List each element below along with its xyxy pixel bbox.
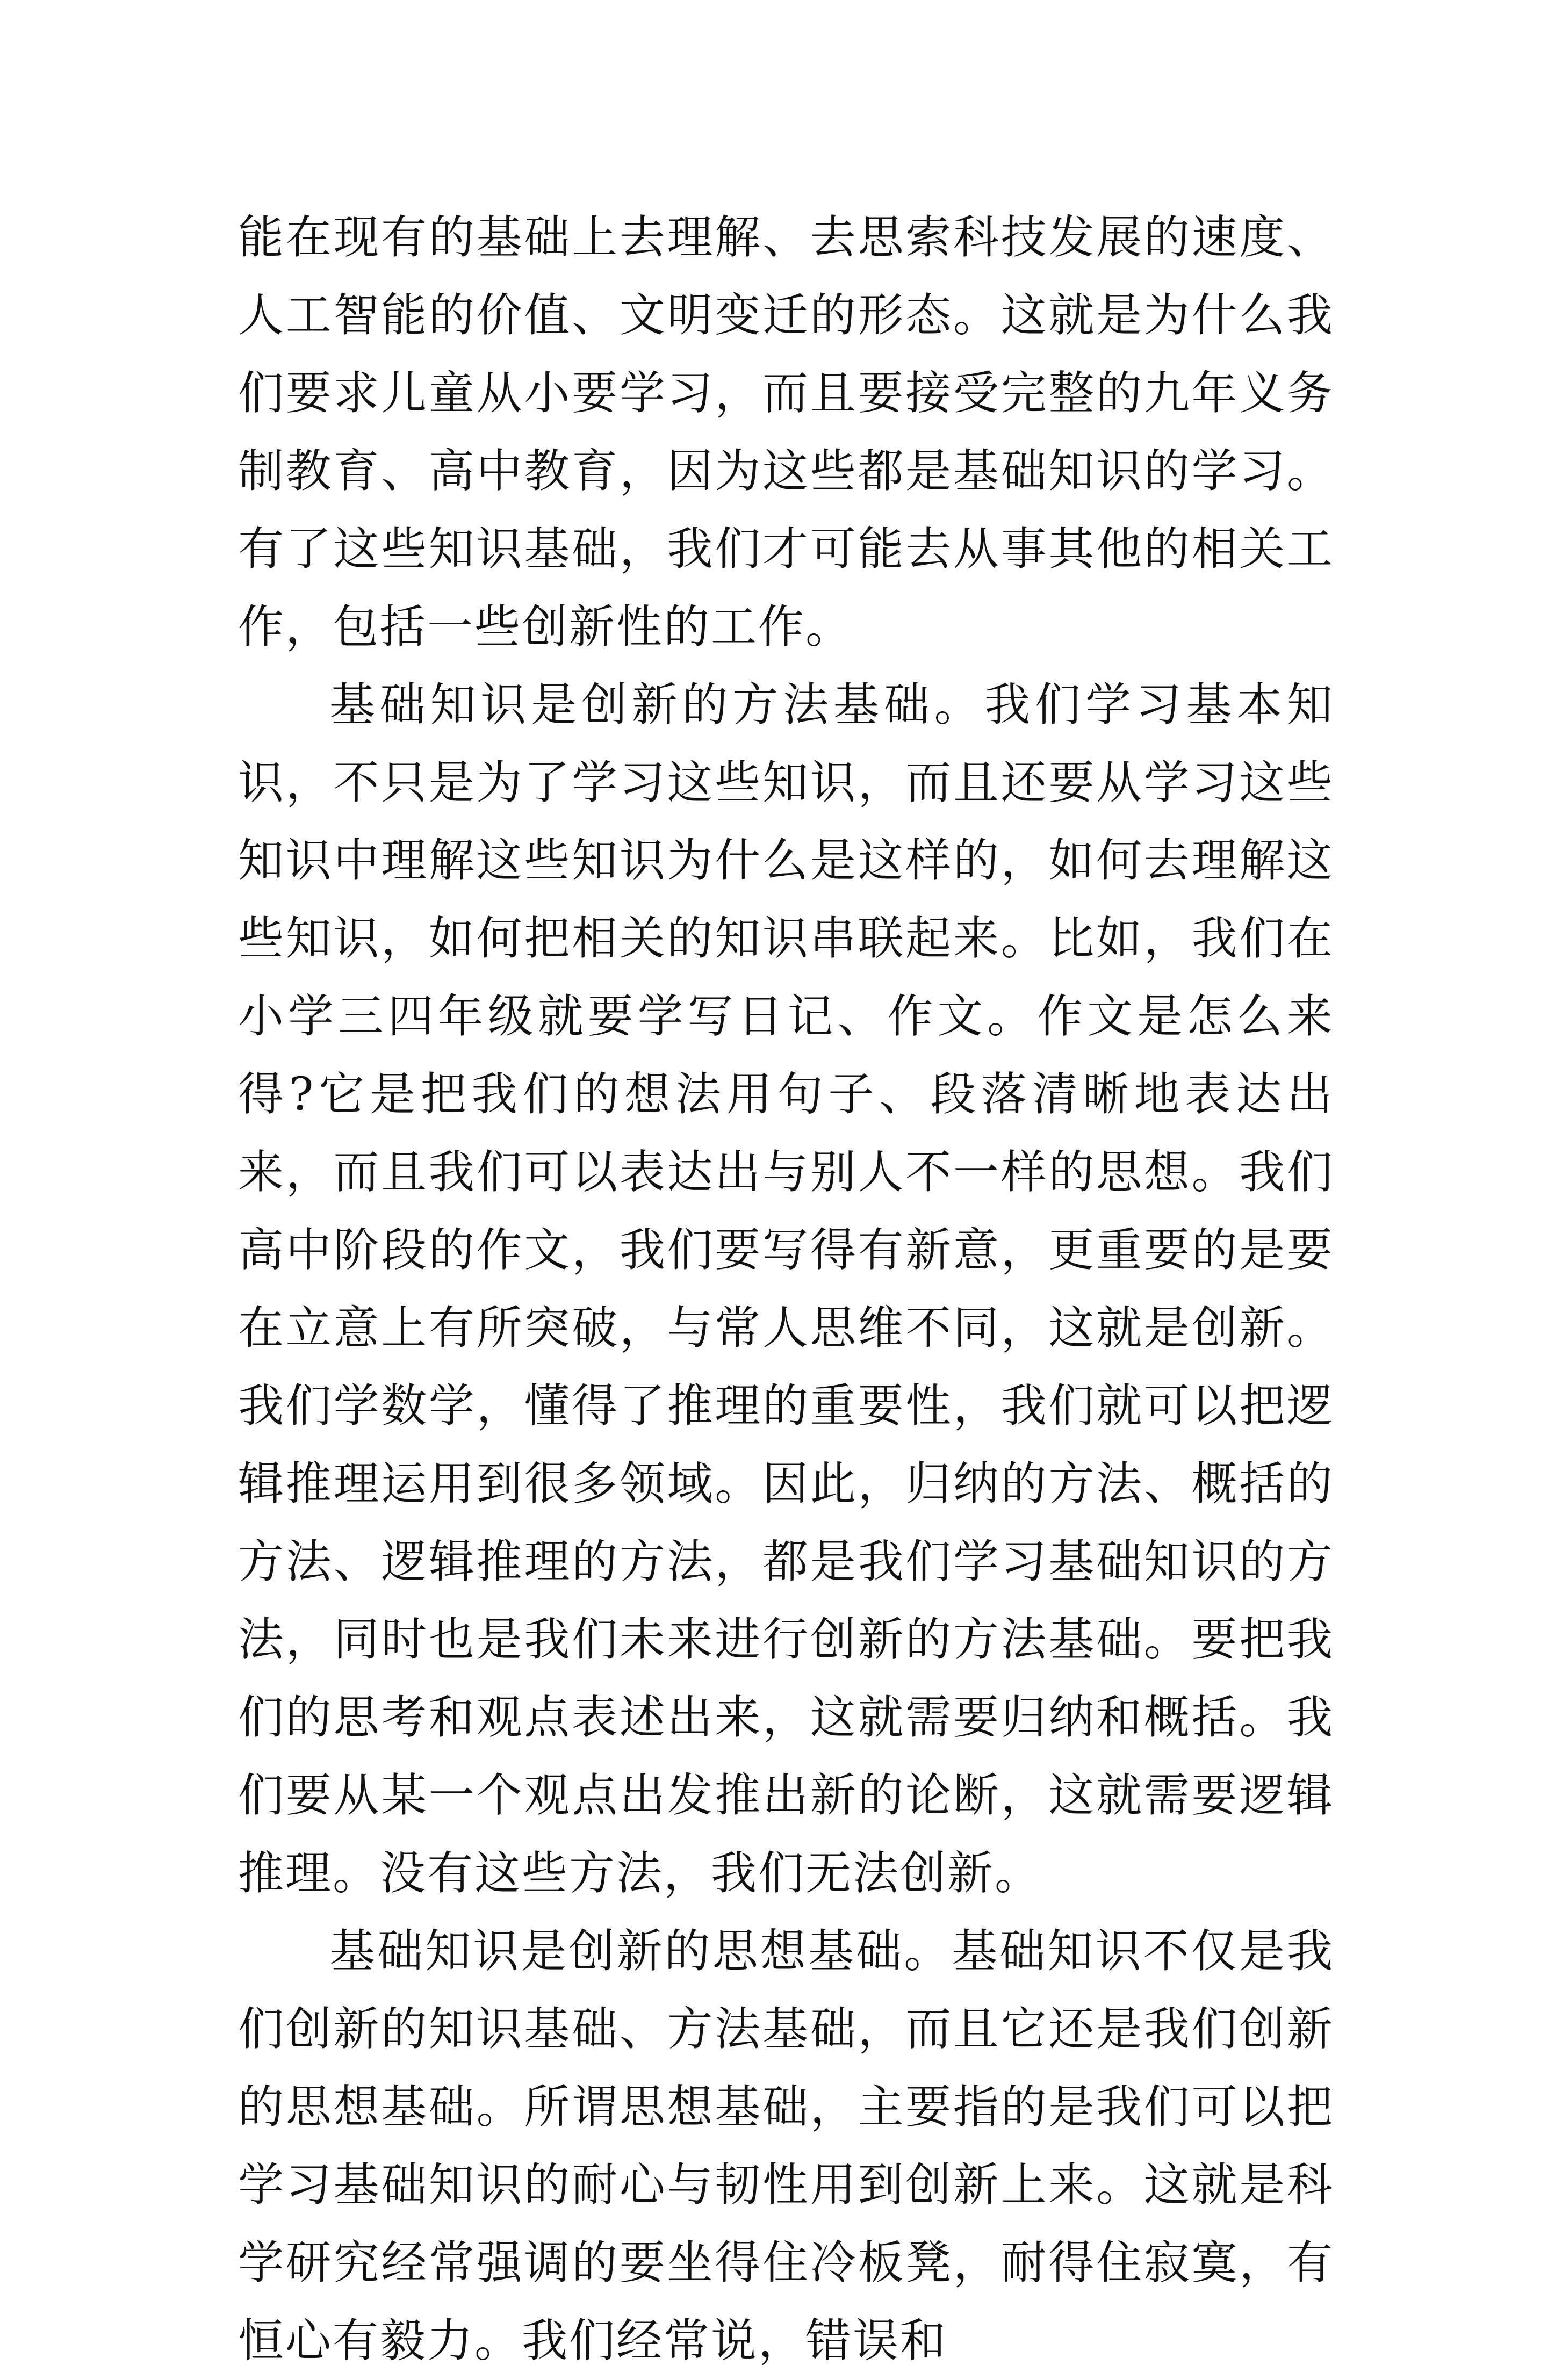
paragraph-1: 能在现有的基础上去理解、去思索科技发展的速度、人工智能的价值、文明变迁的形态。这就是为什么我们要求儿童从小要学习，而且要接受完整的九年义务制教育、高中教育，因为这些都是基础知识的学习。有了这些知识基础，我们才可能去从事其他的相关工作，包括一些创新性的工作。 (238, 211, 1334, 654)
paragraph-2: 基础知识是创新的方法基础。我们学习基本知识，不只是为了学习这些知识，而且还要从学习这些知识中理解这些知识为什么是这样的，如何去理解这些知识，如何把相关的知识串联起来。比如，我们在小学三四年级就要学写日记、作文。作文是怎么来得?它是把我们的想法用句子、段落清晰地表达出来，而且我们可以表达出与别人不一样的思想。我们高中阶段的作文，我们要写得有新意，更重要的是要在立意上有所突破，与常人思维不同，这就是创新。我们学数学，懂得了推理的重要性，我们就可以把逻辑推理运用到很多领域。因此，归纳的方法、概括的方法、逻辑推理的方法，都是我们学习基础知识的方法，同时也是我们未来进行创新的方法基础。要把我们的思考和观点表述出来，这就需要归纳和概括。我们要从某一个观点出发推出新的论断，这就需要逻辑推理。没有这些方法，我们无法创新。 (238, 679, 1334, 1900)
body-text (238, 199, 1334, 2380)
paragraph-3: 基础知识是创新的思想基础。基础知识不仅是我们创新的知识基础、方法基础，而且它还是我们创新的思想基础。所谓思想基础，主要指的是我们可以把学习基础知识的耐心与韧性用到创新上来。这就是科学研究经常强调的要坐得住冷板凳，耐得住寂寞，有恒心有毅力。我们经常说，错误和 (238, 1925, 1334, 2368)
